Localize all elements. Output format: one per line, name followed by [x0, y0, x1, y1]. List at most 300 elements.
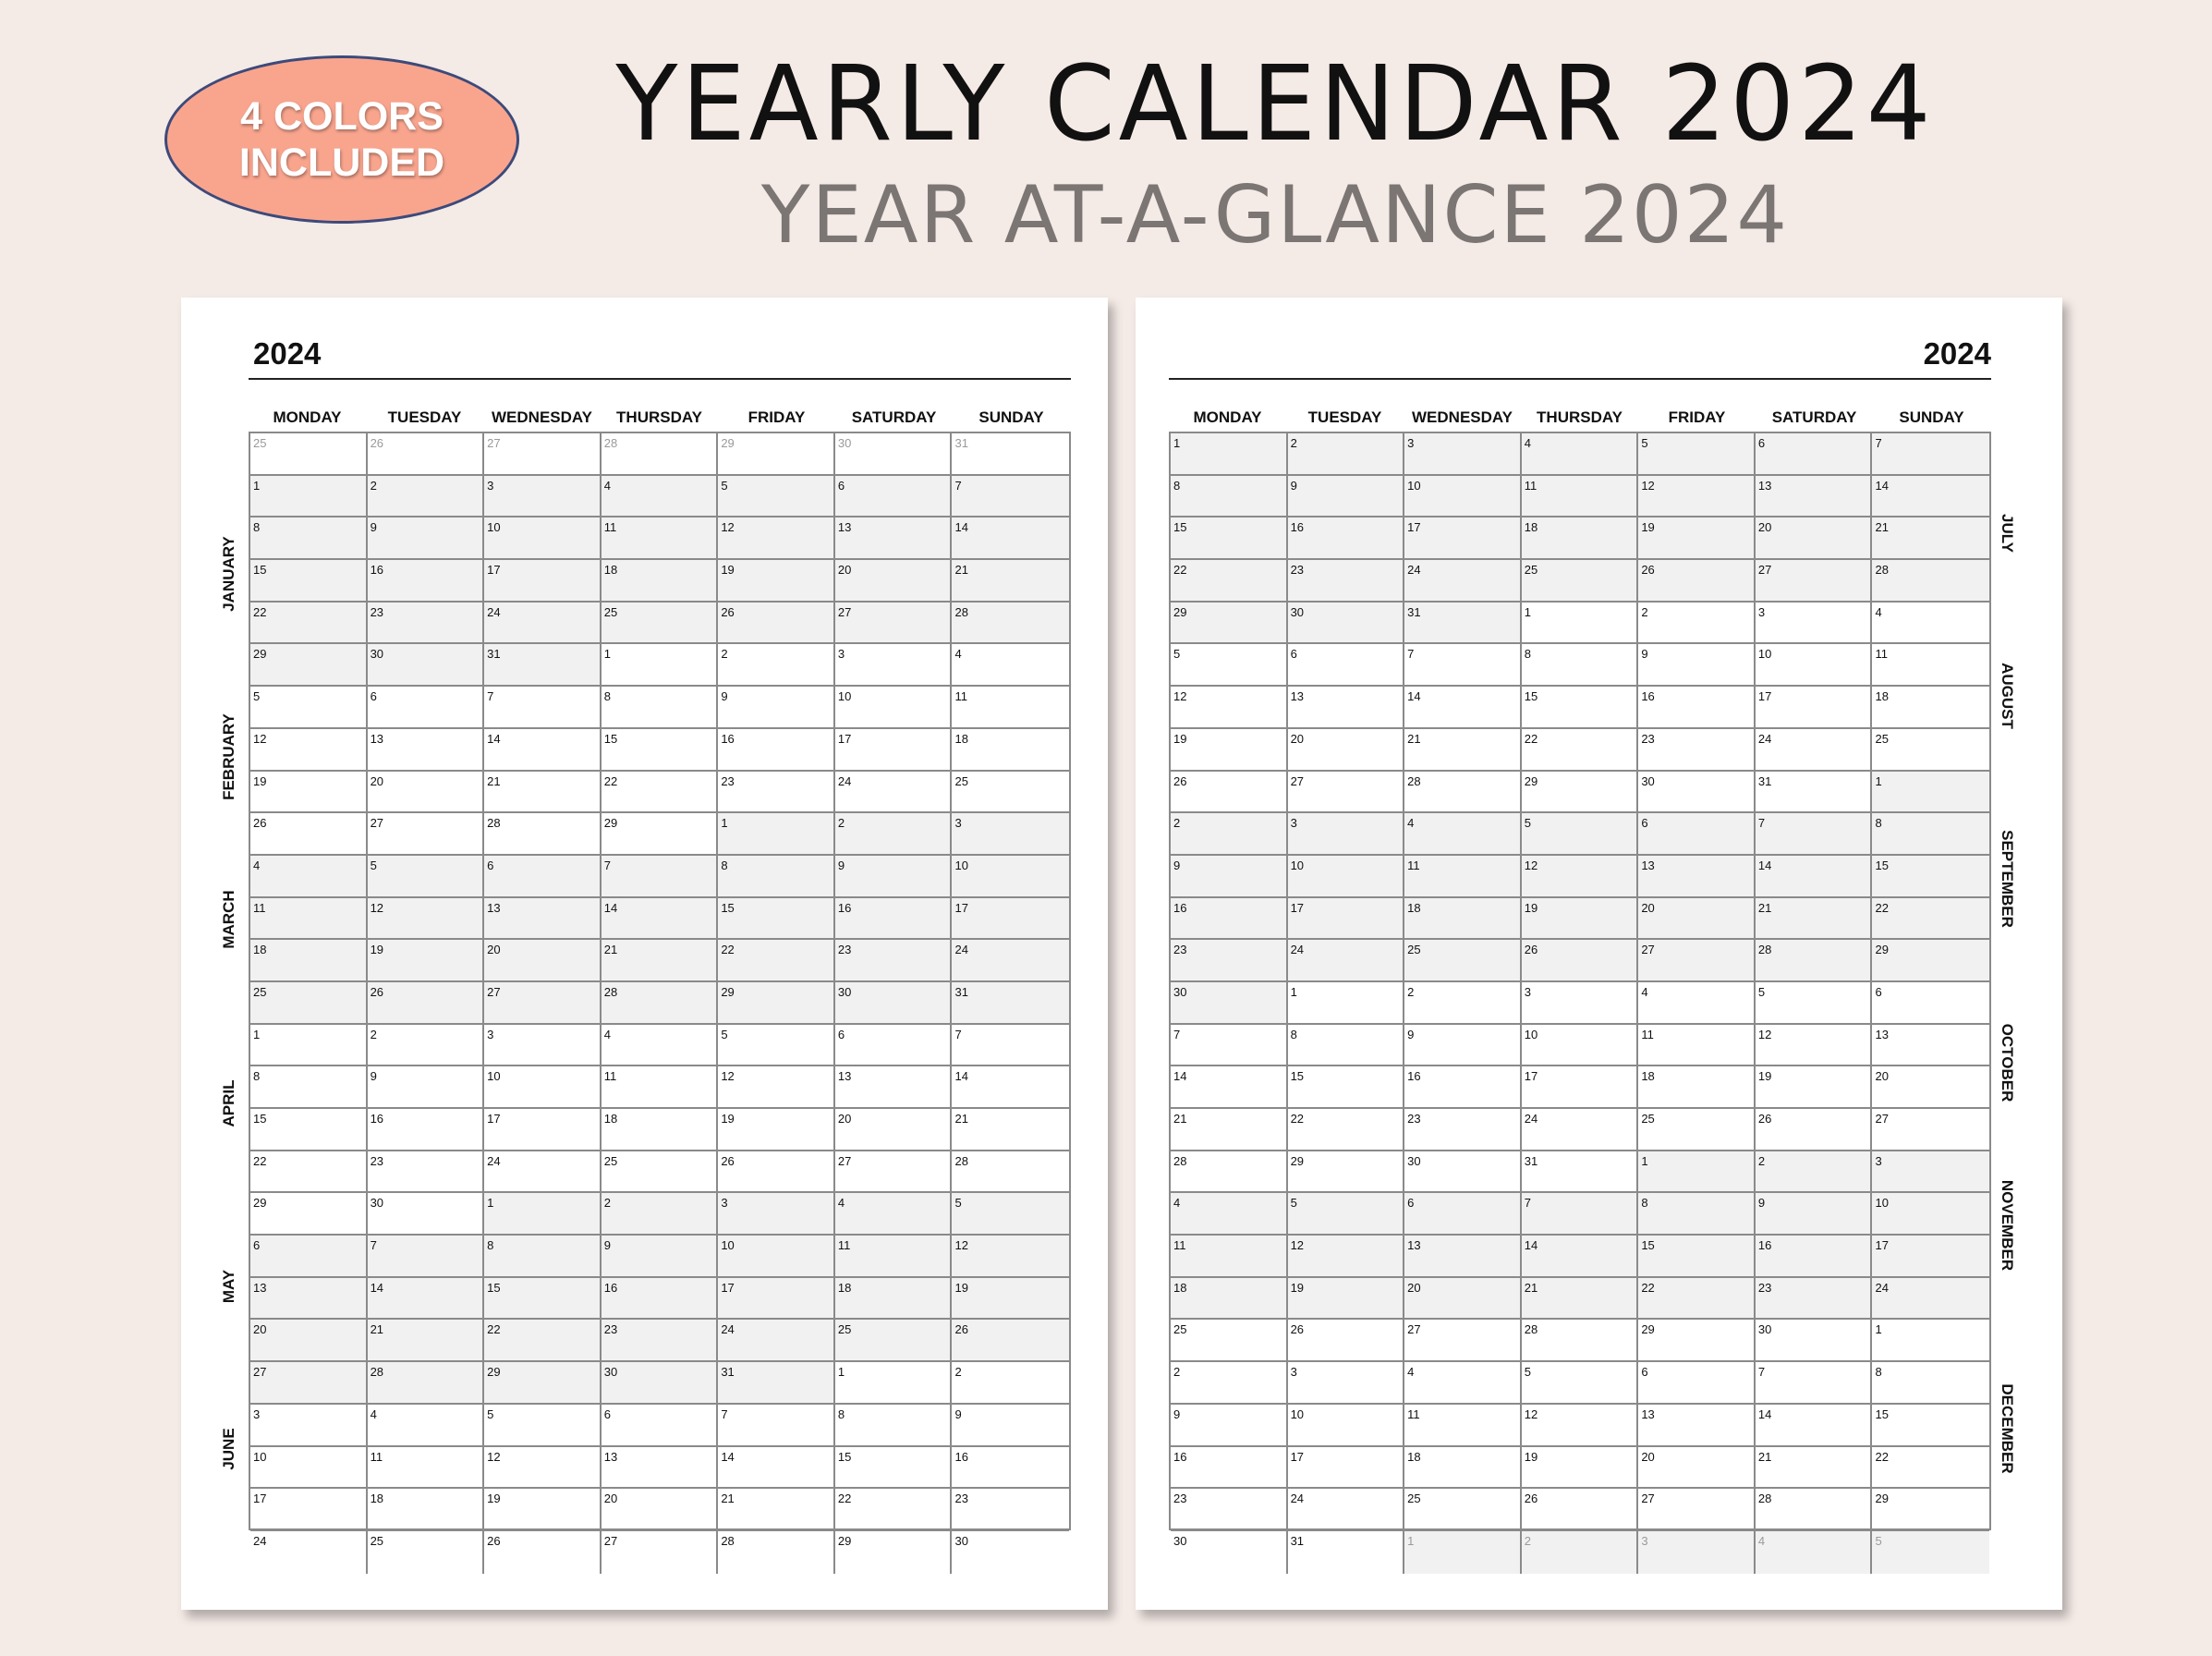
day-cell[interactable] [835, 518, 953, 558]
day-cell[interactable] [1522, 1025, 1639, 1065]
day-cell[interactable] [835, 1362, 953, 1403]
day-cell[interactable] [718, 982, 835, 1023]
day-cell[interactable] [368, 644, 485, 685]
day-cell[interactable] [1756, 1151, 1873, 1192]
day-cell[interactable] [1522, 772, 1639, 812]
day-cell[interactable] [1756, 1447, 1873, 1488]
day-cell[interactable] [718, 729, 835, 770]
day-cell[interactable] [1404, 518, 1522, 558]
day-cell[interactable] [1171, 1320, 1288, 1360]
day-cell[interactable] [1638, 560, 1756, 601]
day-cell[interactable] [835, 603, 953, 643]
day-cell[interactable] [368, 1066, 485, 1107]
day-cell[interactable] [1756, 729, 1873, 770]
day-cell[interactable] [718, 898, 835, 939]
day-cell[interactable] [1288, 1236, 1405, 1276]
day-cell[interactable] [1288, 982, 1405, 1023]
day-cell[interactable] [1288, 1025, 1405, 1065]
day-cell[interactable] [718, 433, 835, 474]
day-cell[interactable] [602, 1489, 719, 1529]
day-cell[interactable] [602, 1066, 719, 1107]
day-cell[interactable] [1522, 687, 1639, 727]
day-cell[interactable] [368, 560, 485, 601]
day-cell[interactable] [484, 560, 602, 601]
day-cell[interactable] [602, 898, 719, 939]
day-cell[interactable] [484, 772, 602, 812]
day-cell[interactable] [484, 644, 602, 685]
day-cell[interactable] [1171, 772, 1288, 812]
day-cell[interactable] [718, 1066, 835, 1107]
day-cell[interactable] [1288, 560, 1405, 601]
day-cell[interactable] [1872, 1320, 1989, 1360]
day-cell[interactable] [1288, 1447, 1405, 1488]
day-cell[interactable] [484, 940, 602, 980]
day-cell[interactable] [1638, 518, 1756, 558]
day-cell[interactable] [368, 1405, 485, 1445]
day-cell[interactable] [1522, 1193, 1639, 1234]
day-cell[interactable] [835, 940, 953, 980]
day-cell[interactable] [1756, 1236, 1873, 1276]
day-cell[interactable] [250, 518, 368, 558]
day-cell[interactable] [368, 1489, 485, 1529]
day-cell[interactable] [484, 687, 602, 727]
day-cell[interactable] [602, 856, 719, 896]
day-cell[interactable] [718, 772, 835, 812]
day-cell[interactable] [484, 729, 602, 770]
day-cell[interactable] [368, 982, 485, 1023]
day-cell[interactable] [1522, 729, 1639, 770]
day-cell[interactable] [1756, 1489, 1873, 1529]
day-cell[interactable] [1171, 1151, 1288, 1192]
day-cell[interactable] [1171, 1109, 1288, 1150]
day-cell[interactable] [835, 856, 953, 896]
day-cell[interactable] [250, 1362, 368, 1403]
day-cell[interactable] [718, 856, 835, 896]
day-cell[interactable] [602, 1531, 719, 1574]
day-cell[interactable] [1522, 518, 1639, 558]
day-cell[interactable] [1638, 1066, 1756, 1107]
day-cell[interactable] [718, 1236, 835, 1276]
day-cell[interactable] [952, 1447, 1069, 1488]
day-cell[interactable] [718, 1278, 835, 1319]
day-cell[interactable] [1638, 1320, 1756, 1360]
day-cell[interactable] [1522, 1531, 1639, 1574]
day-cell[interactable] [1638, 729, 1756, 770]
day-cell[interactable] [484, 1320, 602, 1360]
day-cell[interactable] [250, 1066, 368, 1107]
day-cell[interactable] [952, 476, 1069, 517]
day-cell[interactable] [250, 1447, 368, 1488]
day-cell[interactable] [1638, 940, 1756, 980]
day-cell[interactable] [484, 1151, 602, 1192]
day-cell[interactable] [1404, 1025, 1522, 1065]
day-cell[interactable] [1522, 476, 1639, 517]
day-cell[interactable] [1288, 898, 1405, 939]
day-cell[interactable] [1404, 813, 1522, 854]
day-cell[interactable] [1288, 1531, 1405, 1574]
day-cell[interactable] [1288, 603, 1405, 643]
day-cell[interactable] [484, 1405, 602, 1445]
day-cell[interactable] [1522, 560, 1639, 601]
day-cell[interactable] [835, 1066, 953, 1107]
day-cell[interactable] [484, 1362, 602, 1403]
day-cell[interactable] [1872, 687, 1989, 727]
day-cell[interactable] [1171, 856, 1288, 896]
day-cell[interactable] [1522, 1109, 1639, 1150]
day-cell[interactable] [602, 518, 719, 558]
day-cell[interactable] [1171, 940, 1288, 980]
day-cell[interactable] [1404, 687, 1522, 727]
day-cell[interactable] [1171, 603, 1288, 643]
day-cell[interactable] [250, 603, 368, 643]
day-cell[interactable] [1288, 1362, 1405, 1403]
day-cell[interactable] [1872, 603, 1989, 643]
day-cell[interactable] [250, 982, 368, 1023]
day-cell[interactable] [952, 729, 1069, 770]
day-cell[interactable] [250, 1151, 368, 1192]
day-cell[interactable] [718, 687, 835, 727]
day-cell[interactable] [1522, 1447, 1639, 1488]
day-cell[interactable] [250, 476, 368, 517]
day-cell[interactable] [1171, 982, 1288, 1023]
day-cell[interactable] [952, 1193, 1069, 1234]
day-cell[interactable] [718, 1447, 835, 1488]
day-cell[interactable] [484, 1193, 602, 1234]
day-cell[interactable] [484, 518, 602, 558]
day-cell[interactable] [602, 687, 719, 727]
day-cell[interactable] [1872, 644, 1989, 685]
day-cell[interactable] [602, 1405, 719, 1445]
day-cell[interactable] [718, 1025, 835, 1065]
day-cell[interactable] [1756, 1025, 1873, 1065]
day-cell[interactable] [718, 1362, 835, 1403]
day-cell[interactable] [250, 1489, 368, 1529]
day-cell[interactable] [1171, 1531, 1288, 1574]
day-cell[interactable] [1404, 476, 1522, 517]
day-cell[interactable] [368, 898, 485, 939]
day-cell[interactable] [1404, 1362, 1522, 1403]
day-cell[interactable] [1872, 1066, 1989, 1107]
day-cell[interactable] [1522, 603, 1639, 643]
day-cell[interactable] [368, 518, 485, 558]
day-cell[interactable] [1638, 1151, 1756, 1192]
day-cell[interactable] [835, 433, 953, 474]
day-cell[interactable] [1404, 1193, 1522, 1234]
day-cell[interactable] [952, 982, 1069, 1023]
day-cell[interactable] [1404, 729, 1522, 770]
day-cell[interactable] [1872, 1151, 1989, 1192]
day-cell[interactable] [1288, 518, 1405, 558]
day-cell[interactable] [1638, 476, 1756, 517]
day-cell[interactable] [1288, 1109, 1405, 1150]
day-cell[interactable] [1404, 1151, 1522, 1192]
day-cell[interactable] [1638, 982, 1756, 1023]
day-cell[interactable] [1522, 433, 1639, 474]
day-cell[interactable] [1171, 433, 1288, 474]
day-cell[interactable] [1638, 1278, 1756, 1319]
day-cell[interactable] [1638, 1447, 1756, 1488]
day-cell[interactable] [602, 644, 719, 685]
day-cell[interactable] [1171, 1489, 1288, 1529]
day-cell[interactable] [835, 1025, 953, 1065]
day-cell[interactable] [952, 1278, 1069, 1319]
day-cell[interactable] [718, 560, 835, 601]
day-cell[interactable] [1404, 1447, 1522, 1488]
day-cell[interactable] [602, 603, 719, 643]
day-cell[interactable] [952, 644, 1069, 685]
day-cell[interactable] [368, 1025, 485, 1065]
day-cell[interactable] [835, 1193, 953, 1234]
day-cell[interactable] [952, 1362, 1069, 1403]
day-cell[interactable] [718, 1109, 835, 1150]
day-cell[interactable] [1638, 1025, 1756, 1065]
day-cell[interactable] [1872, 476, 1989, 517]
day-cell[interactable] [1404, 644, 1522, 685]
day-cell[interactable] [835, 1447, 953, 1488]
day-cell[interactable] [1171, 1025, 1288, 1065]
day-cell[interactable] [602, 729, 719, 770]
day-cell[interactable] [484, 1066, 602, 1107]
day-cell[interactable] [250, 1025, 368, 1065]
day-cell[interactable] [1638, 813, 1756, 854]
day-cell[interactable] [368, 772, 485, 812]
day-cell[interactable] [718, 940, 835, 980]
day-cell[interactable] [250, 433, 368, 474]
day-cell[interactable] [1171, 1362, 1288, 1403]
day-cell[interactable] [835, 982, 953, 1023]
day-cell[interactable] [1404, 1066, 1522, 1107]
day-cell[interactable] [484, 1447, 602, 1488]
day-cell[interactable] [602, 476, 719, 517]
day-cell[interactable] [602, 982, 719, 1023]
day-cell[interactable] [1522, 1066, 1639, 1107]
day-cell[interactable] [1404, 982, 1522, 1023]
day-cell[interactable] [250, 940, 368, 980]
day-cell[interactable] [602, 560, 719, 601]
day-cell[interactable] [1872, 1447, 1989, 1488]
day-cell[interactable] [1404, 772, 1522, 812]
day-cell[interactable] [1872, 856, 1989, 896]
day-cell[interactable] [1522, 1362, 1639, 1403]
day-cell[interactable] [1638, 433, 1756, 474]
day-cell[interactable] [1638, 856, 1756, 896]
day-cell[interactable] [250, 1320, 368, 1360]
day-cell[interactable] [1756, 813, 1873, 854]
day-cell[interactable] [1756, 1193, 1873, 1234]
day-cell[interactable] [1288, 1193, 1405, 1234]
day-cell[interactable] [1288, 1278, 1405, 1319]
day-cell[interactable] [1404, 940, 1522, 980]
day-cell[interactable] [1404, 433, 1522, 474]
day-cell[interactable] [250, 1193, 368, 1234]
day-cell[interactable] [602, 1109, 719, 1150]
day-cell[interactable] [250, 856, 368, 896]
day-cell[interactable] [1404, 1278, 1522, 1319]
day-cell[interactable] [1404, 1531, 1522, 1574]
day-cell[interactable] [1404, 603, 1522, 643]
day-cell[interactable] [835, 1405, 953, 1445]
day-cell[interactable] [1288, 687, 1405, 727]
day-cell[interactable] [368, 687, 485, 727]
day-cell[interactable] [1404, 1109, 1522, 1150]
day-cell[interactable] [484, 898, 602, 939]
day-cell[interactable] [368, 433, 485, 474]
day-cell[interactable] [1404, 560, 1522, 601]
day-cell[interactable] [718, 603, 835, 643]
day-cell[interactable] [602, 940, 719, 980]
day-cell[interactable] [1872, 1489, 1989, 1529]
day-cell[interactable] [1872, 982, 1989, 1023]
day-cell[interactable] [368, 1362, 485, 1403]
day-cell[interactable] [602, 1362, 719, 1403]
day-cell[interactable] [250, 813, 368, 854]
day-cell[interactable] [1171, 1278, 1288, 1319]
day-cell[interactable] [1872, 940, 1989, 980]
day-cell[interactable] [602, 1025, 719, 1065]
day-cell[interactable] [484, 603, 602, 643]
day-cell[interactable] [484, 1489, 602, 1529]
day-cell[interactable] [250, 729, 368, 770]
day-cell[interactable] [1872, 518, 1989, 558]
day-cell[interactable] [835, 1320, 953, 1360]
day-cell[interactable] [1872, 1193, 1989, 1234]
day-cell[interactable] [952, 1151, 1069, 1192]
day-cell[interactable] [952, 560, 1069, 601]
day-cell[interactable] [602, 813, 719, 854]
day-cell[interactable] [835, 1236, 953, 1276]
day-cell[interactable] [1638, 1489, 1756, 1529]
day-cell[interactable] [602, 1278, 719, 1319]
day-cell[interactable] [1171, 687, 1288, 727]
day-cell[interactable] [1638, 1236, 1756, 1276]
day-cell[interactable] [1171, 1447, 1288, 1488]
day-cell[interactable] [1522, 982, 1639, 1023]
day-cell[interactable] [952, 518, 1069, 558]
day-cell[interactable] [1872, 1025, 1989, 1065]
day-cell[interactable] [1288, 813, 1405, 854]
day-cell[interactable] [368, 940, 485, 980]
day-cell[interactable] [602, 1320, 719, 1360]
day-cell[interactable] [718, 1531, 835, 1574]
day-cell[interactable] [1171, 898, 1288, 939]
day-cell[interactable] [602, 1193, 719, 1234]
day-cell[interactable] [835, 476, 953, 517]
day-cell[interactable] [250, 1405, 368, 1445]
day-cell[interactable] [1171, 729, 1288, 770]
day-cell[interactable] [835, 644, 953, 685]
day-cell[interactable] [1171, 1066, 1288, 1107]
day-cell[interactable] [602, 1236, 719, 1276]
day-cell[interactable] [1171, 644, 1288, 685]
day-cell[interactable] [952, 1531, 1069, 1574]
day-cell[interactable] [1522, 1320, 1639, 1360]
day-cell[interactable] [835, 1489, 953, 1529]
day-cell[interactable] [835, 813, 953, 854]
day-cell[interactable] [718, 644, 835, 685]
day-cell[interactable] [1171, 518, 1288, 558]
day-cell[interactable] [1404, 1236, 1522, 1276]
day-cell[interactable] [718, 1151, 835, 1192]
day-cell[interactable] [250, 687, 368, 727]
day-cell[interactable] [1638, 1193, 1756, 1234]
day-cell[interactable] [1872, 813, 1989, 854]
day-cell[interactable] [952, 1025, 1069, 1065]
day-cell[interactable] [1872, 772, 1989, 812]
day-cell[interactable] [952, 940, 1069, 980]
day-cell[interactable] [250, 560, 368, 601]
day-cell[interactable] [1522, 813, 1639, 854]
day-cell[interactable] [1288, 433, 1405, 474]
day-cell[interactable] [1288, 729, 1405, 770]
day-cell[interactable] [952, 1489, 1069, 1529]
day-cell[interactable] [1872, 1278, 1989, 1319]
day-cell[interactable] [1872, 433, 1989, 474]
day-cell[interactable] [952, 898, 1069, 939]
day-cell[interactable] [1756, 560, 1873, 601]
day-cell[interactable] [1404, 1405, 1522, 1445]
day-cell[interactable] [1288, 856, 1405, 896]
day-cell[interactable] [484, 1278, 602, 1319]
day-cell[interactable] [1756, 1405, 1873, 1445]
day-cell[interactable] [952, 603, 1069, 643]
day-cell[interactable] [1756, 603, 1873, 643]
day-cell[interactable] [1756, 940, 1873, 980]
day-cell[interactable] [1288, 772, 1405, 812]
day-cell[interactable] [484, 1109, 602, 1150]
day-cell[interactable] [1756, 476, 1873, 517]
day-cell[interactable] [952, 1066, 1069, 1107]
day-cell[interactable] [1756, 433, 1873, 474]
day-cell[interactable] [1638, 1362, 1756, 1403]
day-cell[interactable] [368, 729, 485, 770]
day-cell[interactable] [952, 1109, 1069, 1150]
day-cell[interactable] [835, 772, 953, 812]
day-cell[interactable] [1288, 1405, 1405, 1445]
day-cell[interactable] [1756, 518, 1873, 558]
day-cell[interactable] [1638, 772, 1756, 812]
day-cell[interactable] [1522, 1278, 1639, 1319]
day-cell[interactable] [484, 982, 602, 1023]
day-cell[interactable] [1872, 1362, 1989, 1403]
day-cell[interactable] [1756, 687, 1873, 727]
day-cell[interactable] [1522, 1151, 1639, 1192]
day-cell[interactable] [484, 1025, 602, 1065]
day-cell[interactable] [1872, 560, 1989, 601]
day-cell[interactable] [835, 1278, 953, 1319]
day-cell[interactable] [1288, 476, 1405, 517]
day-cell[interactable] [1404, 1489, 1522, 1529]
day-cell[interactable] [1404, 898, 1522, 939]
day-cell[interactable] [1288, 1066, 1405, 1107]
day-cell[interactable] [368, 1151, 485, 1192]
day-cell[interactable] [484, 476, 602, 517]
day-cell[interactable] [1288, 644, 1405, 685]
day-cell[interactable] [718, 1489, 835, 1529]
day-cell[interactable] [1872, 1236, 1989, 1276]
day-cell[interactable] [1288, 940, 1405, 980]
day-cell[interactable] [1522, 1489, 1639, 1529]
day-cell[interactable] [484, 433, 602, 474]
day-cell[interactable] [484, 856, 602, 896]
day-cell[interactable] [368, 1447, 485, 1488]
day-cell[interactable] [1638, 603, 1756, 643]
day-cell[interactable] [484, 1236, 602, 1276]
day-cell[interactable] [1171, 560, 1288, 601]
day-cell[interactable] [1756, 772, 1873, 812]
day-cell[interactable] [484, 1531, 602, 1574]
day-cell[interactable] [1522, 898, 1639, 939]
day-cell[interactable] [602, 772, 719, 812]
